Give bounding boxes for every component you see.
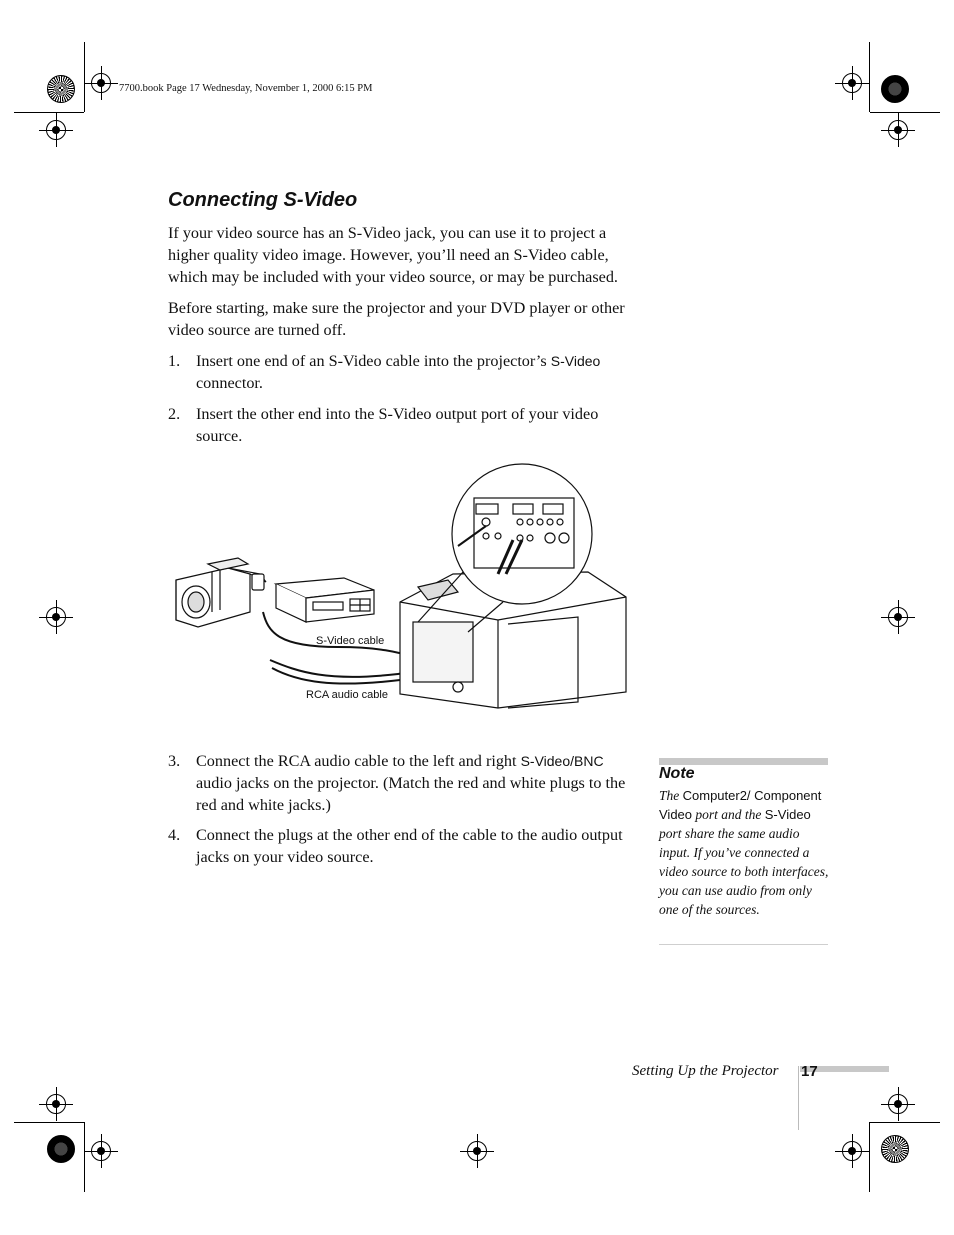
note-body: The Computer2/ Component Video port and the S-Video port share the same audio input. If you’ve connected a video source to both interfaces, you can use audio from only one of the sources. (659, 788, 829, 917)
step-text: Insert one end of an S-Video cable into the projector’s S-Video connector. (196, 352, 601, 392)
crop-mark (870, 1122, 940, 1123)
crop-mark (870, 112, 940, 113)
print-slug: 7700.book Page 17 Wednesday, November 1, 2000 6:15 PM (119, 83, 373, 94)
registration-mark-icon (888, 120, 908, 140)
crop-mark (869, 1122, 870, 1192)
step-text: Connect the RCA audio cable to the left and right S-Video/BNC audio jacks on the projector. (Match the red and white plugs to the red and white jacks.) (196, 752, 626, 814)
crop-mark (14, 1122, 84, 1123)
note-bar (659, 758, 828, 765)
registration-mark-icon (46, 120, 66, 140)
crop-mark (84, 1122, 85, 1192)
registration-mark-icon (91, 1141, 111, 1161)
svideo-cable-label: S-Video cable (316, 635, 385, 647)
crop-mark (84, 42, 85, 112)
before-paragraph: Before starting, make sure the projector and your DVD player or other video source are turned off. (168, 299, 625, 339)
page-number: 17 (801, 1063, 818, 1080)
color-target-icon (47, 1135, 75, 1163)
crop-mark (14, 112, 84, 113)
registration-mark-icon (888, 607, 908, 627)
step-number: 2. (168, 405, 181, 423)
note-divider (659, 944, 828, 945)
chapter-title: Setting Up the Projector (632, 1063, 779, 1079)
registration-mark-icon (842, 1141, 862, 1161)
color-target-icon (47, 75, 75, 103)
footer-divider (798, 1066, 799, 1130)
term-svideo: S-Video (550, 353, 601, 369)
intro-paragraph: If your video source has an S-Video jack, you can use it to project a higher quality video image. However, you’ll need an S-Video cable, which may be included with your video source, or may be purchased. (168, 224, 618, 286)
camcorder-icon (176, 558, 266, 627)
registration-mark-icon (467, 1141, 487, 1161)
registration-mark-icon (46, 607, 66, 627)
step-number: 3. (168, 752, 181, 770)
registration-mark-icon (842, 73, 862, 93)
section-title: Connecting S-Video (168, 189, 358, 211)
registration-mark-icon (888, 1094, 908, 1114)
vcr-icon (276, 578, 374, 622)
term-svideo-note: S-Video (764, 807, 811, 822)
term-computer2: Computer2/ Component Video (659, 788, 822, 822)
term-svideo-bnc: S-Video/BNC (520, 753, 604, 769)
step-text: Insert the other end into the S-Video output port of your video source. (196, 405, 599, 445)
connection-illustration (168, 462, 633, 717)
illustration-svg (168, 462, 633, 717)
crop-mark (869, 42, 870, 112)
step-text: Connect the plugs at the other end of the cable to the audio output jacks on your video source. (196, 826, 623, 866)
step-number: 1. (168, 352, 181, 370)
step-number: 4. (168, 826, 181, 844)
registration-mark-icon (91, 73, 111, 93)
color-target-icon (881, 1135, 909, 1163)
note-title: Note (659, 765, 695, 782)
color-target-icon (881, 75, 909, 103)
registration-mark-icon (46, 1094, 66, 1114)
rca-cable-label: RCA audio cable (306, 689, 388, 701)
